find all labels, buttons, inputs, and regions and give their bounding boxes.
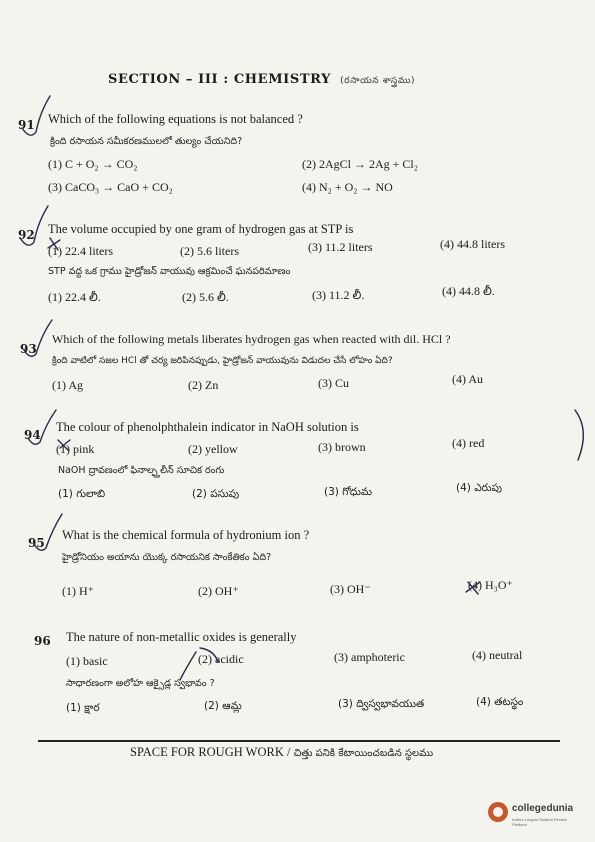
option: (1) H⁺ — [62, 584, 94, 598]
question-text: The nature of non-metallic oxides is generally — [66, 630, 297, 644]
margin-scribble — [575, 410, 583, 460]
option-telugu: (1) 22.4 లీ. — [48, 290, 101, 304]
option: (4) red — [452, 436, 485, 450]
collegedunia-logo — [488, 798, 578, 832]
question-text-telugu: హైడ్రోనియం అయాను యొక్క రసాయనిక సాంకేతికం ఏది? — [62, 552, 272, 563]
option: (3) Cu — [318, 376, 349, 390]
question-number: 93 — [20, 342, 37, 356]
rough-work-english: SPACE FOR ROUGH WORK / — [130, 745, 291, 759]
option: (1) 22.4 liters — [48, 244, 113, 258]
option: (4) neutral — [472, 648, 523, 662]
option: (3) CaCO₃ → CaO + CO₂ — [48, 180, 173, 194]
question-text-telugu: క్రింది వాటిలో సజల HCl తో చర్య జరిపినప్పుడు, హైడ్రోజన్ వాయువును విడుదల చేసే లోహం ఏది? — [52, 356, 393, 366]
option: (3) OH⁻ — [330, 582, 371, 596]
option: (2) Zn — [188, 378, 219, 392]
question-text-telugu: STP వద్ద ఒక గ్రాము హైడ్రోజన్ వాయువు ఆక్రమించే ఘనపరిమాణం — [48, 266, 291, 277]
question-text: What is the chemical formula of hydronium ion ? — [62, 528, 310, 542]
question-number: 92 — [18, 228, 35, 242]
option-telugu: (2) 5.6 లీ. — [182, 290, 229, 304]
option: (4) H₃O⁺ — [468, 578, 513, 592]
option: (4) Au — [452, 372, 483, 386]
divider-line — [38, 740, 560, 742]
option: (4) 44.8 liters — [440, 237, 505, 251]
option: (2) OH⁺ — [198, 584, 239, 598]
option-telugu: (1) క్షార — [66, 702, 100, 714]
question-text: The colour of phenolphthalein indicator in NaOH solution is — [56, 420, 359, 434]
section-header — [108, 72, 415, 88]
question-number: 94 — [24, 428, 41, 442]
option-telugu: (3) ద్విస్వభావయుత — [338, 698, 425, 710]
option: (1) pink — [56, 442, 95, 456]
section-title: SECTION – III : CHEMISTRY — [108, 72, 332, 87]
question-number: 95 — [28, 536, 45, 550]
option: (2) acidic — [198, 652, 244, 666]
option-telugu: (4) తటస్థం — [476, 696, 524, 708]
question-number: 96 — [34, 634, 51, 648]
option: (3) brown — [318, 440, 366, 454]
option: (3) 11.2 liters — [308, 240, 373, 254]
option: (2) yellow — [188, 442, 238, 456]
rough-work-label — [130, 745, 433, 761]
option: (1) basic — [66, 654, 108, 668]
question-text: Which of the following metals liberates hydrogen gas when reacted with dil. HCl ? — [52, 332, 451, 346]
option-telugu: (3) గోధుమ — [324, 486, 373, 498]
option-telugu: (4) ఎరుపు — [456, 482, 503, 494]
question-text-telugu: NaOH ద్రావణంలో ఫినాల్ఫ్తలీన్ సూచిక రంగు — [58, 465, 225, 476]
option: (1) Ag — [52, 378, 83, 392]
rough-work-telugu: చిత్తు పనికి కేటాయించబడిన స్థలము — [293, 748, 434, 759]
option: (2) 2AgCl → 2Ag + Cl₂ — [302, 157, 418, 171]
option-telugu: (1) గులాబి — [58, 488, 106, 500]
option-telugu: (4) 44.8 లీ. — [442, 284, 495, 298]
logo-mascot-icon — [488, 802, 508, 822]
option: (4) N₂ + O₂ → NO — [302, 180, 393, 194]
logo-name: collegedunia — [512, 803, 574, 814]
option: (2) 5.6 liters — [180, 244, 239, 258]
section-title-telugu: (రసాయన శాస్త్రము) — [340, 76, 416, 86]
question-text: Which of the following equations is not balanced ? — [48, 112, 303, 126]
question-text-telugu: క్రింది రసాయన సమీకరణములలో తుల్యం చేయనిది? — [50, 136, 243, 147]
question-number: 91 — [18, 118, 35, 132]
question-text: The volume occupied by one gram of hydrogen gas at STP is — [48, 222, 354, 236]
option-telugu: (2) పసుపు — [192, 488, 240, 500]
option: (3) amphoteric — [334, 650, 405, 664]
option-telugu: (3) 11.2 లీ. — [312, 288, 365, 302]
option: (1) C + O₂ → CO₂ — [48, 157, 138, 171]
logo-tagline: India's Largest Student Review Platform — [512, 817, 568, 827]
question-text-telugu: సాధారణంగా అలోహ ఆక్సైడ్ల స్వభావం ? — [66, 678, 215, 689]
option-telugu: (2) ఆమ్ల — [204, 700, 242, 712]
